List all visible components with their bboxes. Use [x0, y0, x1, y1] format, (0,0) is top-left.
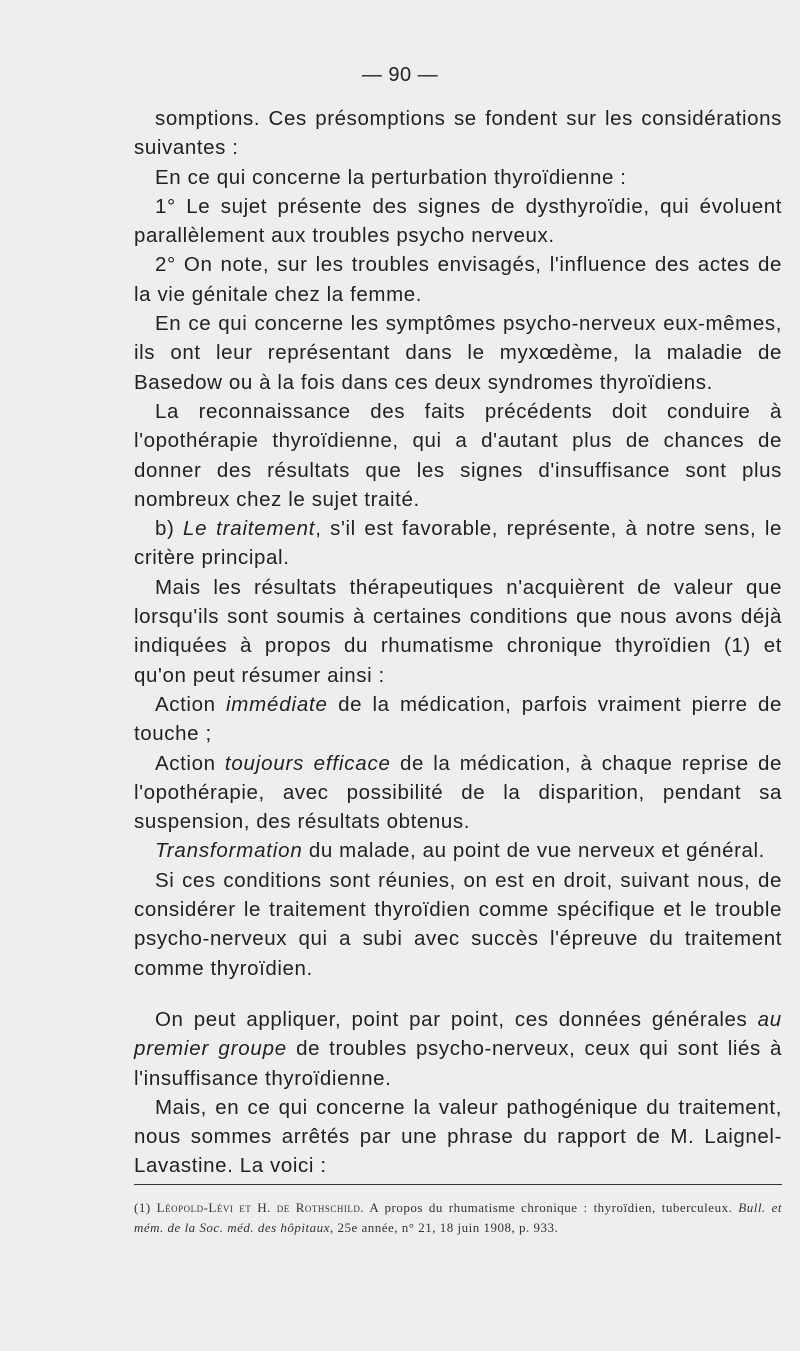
footnote-text: . A propos du rhumatisme chronique : thyroïdien, tuberculeux.	[360, 1200, 739, 1215]
paragraph	[134, 514, 782, 573]
paragraph	[134, 163, 782, 192]
text-run: Action	[155, 692, 226, 716]
text-run: somptions. Ces présomptions se fondent sur les considérations suivantes :	[134, 107, 782, 160]
text-run: , s'il est favorable, représente, à notre sens, le critère principal.	[134, 517, 782, 570]
text-run: En ce qui concerne la perturbation thyroïdienne :	[155, 165, 627, 189]
emphasis-text: au premier groupe	[134, 1007, 782, 1061]
text-run: Mais, en ce qui concerne la valeur pathogénique du traitement, nous sommes arrêtés par une phrase du rapport de M. Laignel-Lavastine. La voici :	[134, 1095, 782, 1178]
footnote-authors: Léopold-Lévi et H. de Rothschild	[156, 1200, 361, 1215]
footnote-journal: Bull. et mém. de la Soc. méd. des hôpitaux	[134, 1200, 783, 1235]
paragraph	[134, 397, 782, 514]
text-run: 1° Le sujet présente des signes de dysthyroïdie, qui évoluent parallèlement aux troubles psycho nerveux.	[134, 194, 782, 248]
text-run: Action	[155, 751, 225, 775]
paragraph	[134, 749, 782, 837]
body-text	[134, 104, 782, 1181]
emphasis-text: immédiate	[225, 692, 328, 716]
text-run: de la médication, à chaque reprise de l'opothérapie, avec possibilité de la disparition, pendant sa suspension, des résultats obtenus.	[134, 751, 782, 834]
paragraph	[134, 690, 782, 749]
text-run: de la médication, parfois vraiment pierre de touche ;	[134, 692, 783, 746]
emphasis-text: Le traitement	[182, 517, 316, 541]
text-run: La reconnaissance des faits précédents doit conduire à l'opothérapie thyroïdienne, qui a d'autant plus de chances de donner des résultats que les signes d'insuffisance sont plus nombreux chez le sujet traité.	[134, 399, 782, 511]
page-number: — 90 —	[361, 64, 439, 86]
text-run: Mais les résultats thérapeutiques n'acquièrent de valeur que lorsqu'ils sont soumis à certaines conditions que nous avons déjà indiquées à propos du rhumatisme chronique thyroïdien (1) et qu'on peut résumer ainsi :	[134, 575, 782, 687]
emphasis-text: Transformation	[155, 839, 303, 863]
footnote-text-end: , 25e année, n° 21, 18 juin 1908, p. 933.	[329, 1220, 559, 1235]
paragraph	[134, 866, 782, 983]
text-run: de troubles psycho-nerveux, ceux qui sont liés à l'insuffisance thyroïdienne.	[134, 1037, 782, 1090]
text-run: On peut appliquer, point par point, ces données générales	[155, 1007, 758, 1031]
footnote	[134, 1198, 782, 1238]
paragraph	[134, 309, 782, 397]
paragraph	[134, 250, 782, 309]
paragraph	[134, 1093, 782, 1181]
emphasis-text: toujours efficace	[224, 751, 391, 775]
text-run: Si ces conditions sont réunies, on est en droit, suivant nous, de considérer le traitement thyroïdien comme spécifique et le trouble psycho-nerveux qui a subi avec succès l'épreuve du traitement comme thyroïdien.	[134, 868, 782, 980]
paragraph	[134, 573, 782, 690]
paragraph	[134, 1005, 782, 1093]
paragraph	[134, 104, 782, 163]
footnote-divider	[134, 1184, 782, 1185]
text-run: du malade, au point de vue nerveux et général.	[302, 839, 765, 863]
text-run: b)	[155, 517, 183, 541]
text-run: 2° On note, sur les troubles envisagés, l'influence des actes de la vie génitale chez la femme.	[134, 253, 782, 306]
paragraph	[134, 836, 782, 865]
paragraph	[134, 192, 782, 251]
text-run: En ce qui concerne les symptômes psycho-nerveux eux-mêmes, ils ont leur représentant dans le myxœdème, la maladie de Basedow ou à la fois dans ces deux syndromes thyroïdiens.	[134, 312, 782, 394]
footnote-marker: (1)	[134, 1200, 151, 1215]
